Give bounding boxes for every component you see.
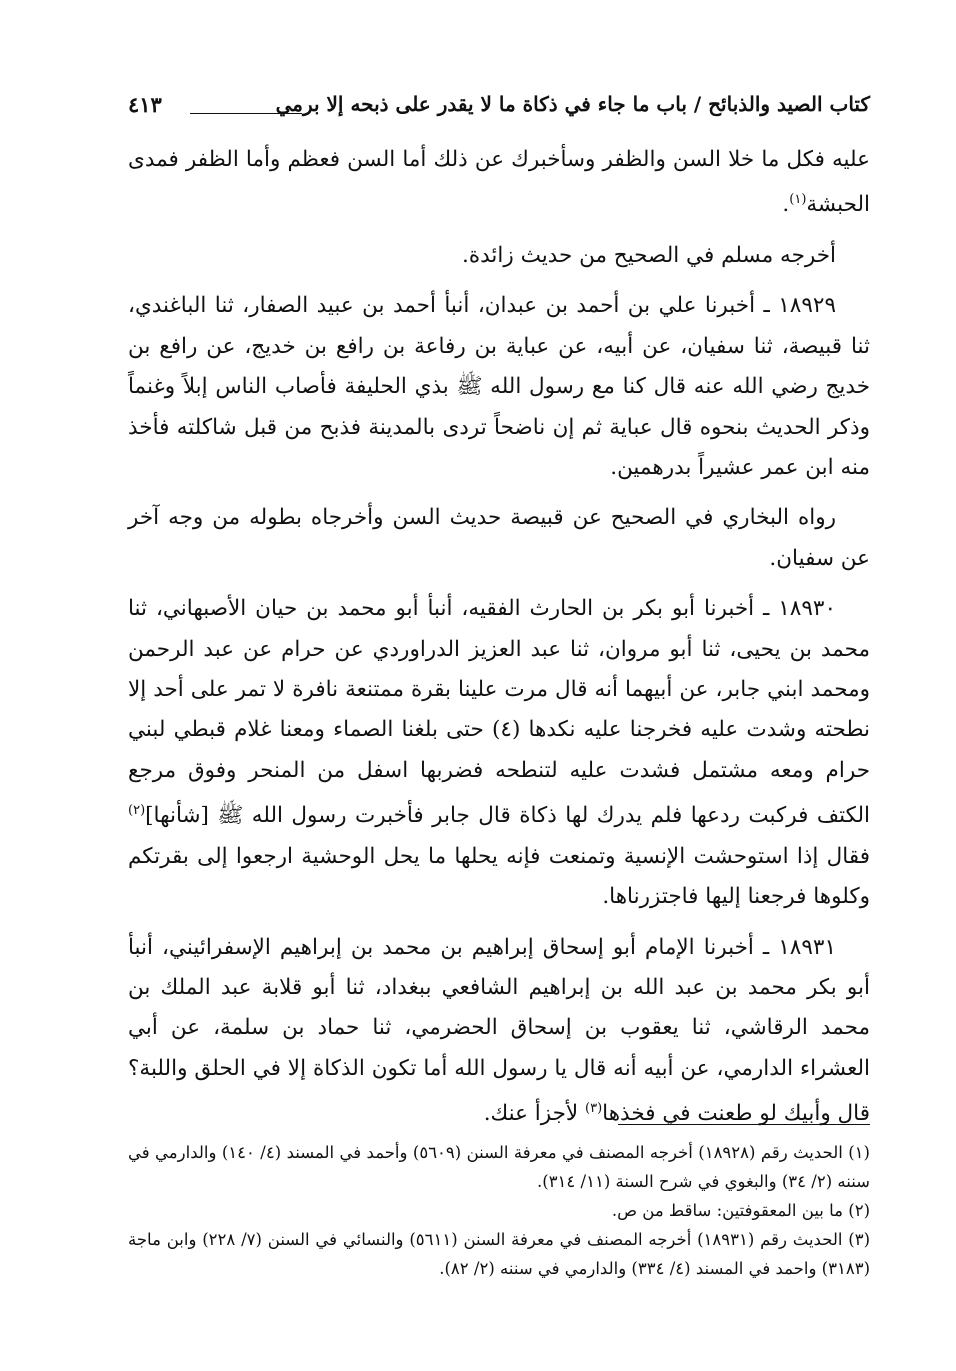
footnote-ref-3: (٣) — [585, 1101, 603, 1117]
page-header — [128, 92, 870, 126]
footnote-3: (٣) الحديث رقم (١٨٩٣١) أخرجه المصنف في معرفة السنن (٥٦١١) والنسائي في السنن (٧/ ٢٢٨) وابن ماجة (٣١٨٣) واحمد في المسند (٤/ ٣٣٤) والدارمي في سننه (٢/ ٨٢). — [128, 1230, 871, 1278]
main-text — [128, 140, 870, 1135]
paragraph-hadith-18931: ١٨٩٣١ ـ أخبرنا الإمام أبو إسحاق إبراهيم بن محمد بن إبراهيم الإسفرائيني، أنبأ أبو بكر محمد بن عبد الله بن إبراهيم الشافعي ببغداد، ثنا أبو قلابة عبد الملك بن محمد الرقاشي، ثنا يعقوب بن إسحاق الحضرمي، ثنا حماد بن سلمة، عن أبي العشراء الدارمي، عن أبيه أنه قال يا رسول الله أما تكون الذكاة إلا في الحلق واللبة؟ قال وأبيك لو طعنت في فخذها$^{(٣)}$ لأجزأ عنك. — [128, 934, 870, 1127]
paragraph-continuation: عليه فكل ما خلا السن والظفر وسأخبرك عن ذلك أما السن فعظم وأما الظفر فمدى الحبشة$^{(١)}$. — [128, 147, 870, 218]
footnotes — [128, 1138, 870, 1283]
footnote-separator — [618, 1124, 870, 1125]
footnote-2: (٢) ما بين المعقوفتين: ساقط من ص. — [611, 1201, 870, 1220]
paragraph-takhrij-2: رواه البخاري في الصحيح عن قبيصة حديث السن وأخرجاه بطوله من وجه آخر عن سفيان. — [128, 505, 870, 571]
page-number: ٤١٣ — [128, 92, 162, 117]
footnote-ref-1: (١) — [789, 192, 807, 208]
running-title: كتاب الصيد والذبائح / باب ما جاء في ذكاة ما لا يقدر على ذبحه إلا برمي — [275, 92, 870, 116]
footnote-1: (١) الحديث رقم (١٨٩٢٨) أخرجه المصنف في معرفة السنن (٥٦٠٩) وأحمد في المسند (٤/ ١٤٠) والدارمي في سننه (٢/ ٣٤) والبغوي في شرح السنة (١١/ ٣١٤). — [128, 1143, 870, 1191]
footnote-ref-2: (٢) — [128, 803, 146, 819]
paragraph-hadith-18930: ١٨٩٣٠ ـ أخبرنا أبو بكر بن الحارث الفقيه، أنبأ أبو محمد بن حيان الأصبهاني، ثنا محمد بن يحيى، ثنا أبو مروان، ثنا عبد العزيز الدراوردي عن حرام عن عبد الرحمن ومحمد ابني جابر، عن أبيهما أنه قال مرت علينا بقرة ممتنعة نافرة لا تمر على أحد إلا نطحته وشدت عليه فخرجنا عليه نكدها (٤) حتى بلغنا الصماء ومعنا غلام قبطي لبني حرام ومعه مشتمل فشدت عليه لتنطحه فضربها اسفل من المنحر وفوق مرجع الكتف فركبت ردعها فلم يدرك لها ذكاة قال جابر فأخبرت رسول الله ﷺ [شأنها]$^{(٢)}$ فقال إذا استوحشت الإنسية وتمنعت فإنه يحلها ما يحل الوحشية ارجعوا إلى بقرتكم وكلوها فرجعنا إليها فاجتزرناها. — [128, 596, 870, 910]
paragraph-hadith-18929: ١٨٩٢٩ ـ أخبرنا علي بن أحمد بن عبدان، أنبأ أحمد بن عبيد الصفار، ثنا الباغندي، ثنا قبيصة، ثنا سفيان، عن أبيه، عن عباية بن رفاعة بن رافع بن خديج، عن رافع بن خديج رضي الله عنه قال كنا مع رسول الله ﷺ بذي الحليفة فأصاب الناس إبلاً وغنماً وذكر الحديث بنحوه قال عباية ثم إن ناضحاً تردى بالمدينة فذبح من قبل شاكلته فأخذ منه ابن عمر عشيراً بدرهمين. — [128, 293, 870, 480]
paragraph-takhrij-1: أخرجه مسلم في الصحيح من حديث زائدة. — [462, 242, 836, 268]
header-rule — [190, 113, 302, 114]
